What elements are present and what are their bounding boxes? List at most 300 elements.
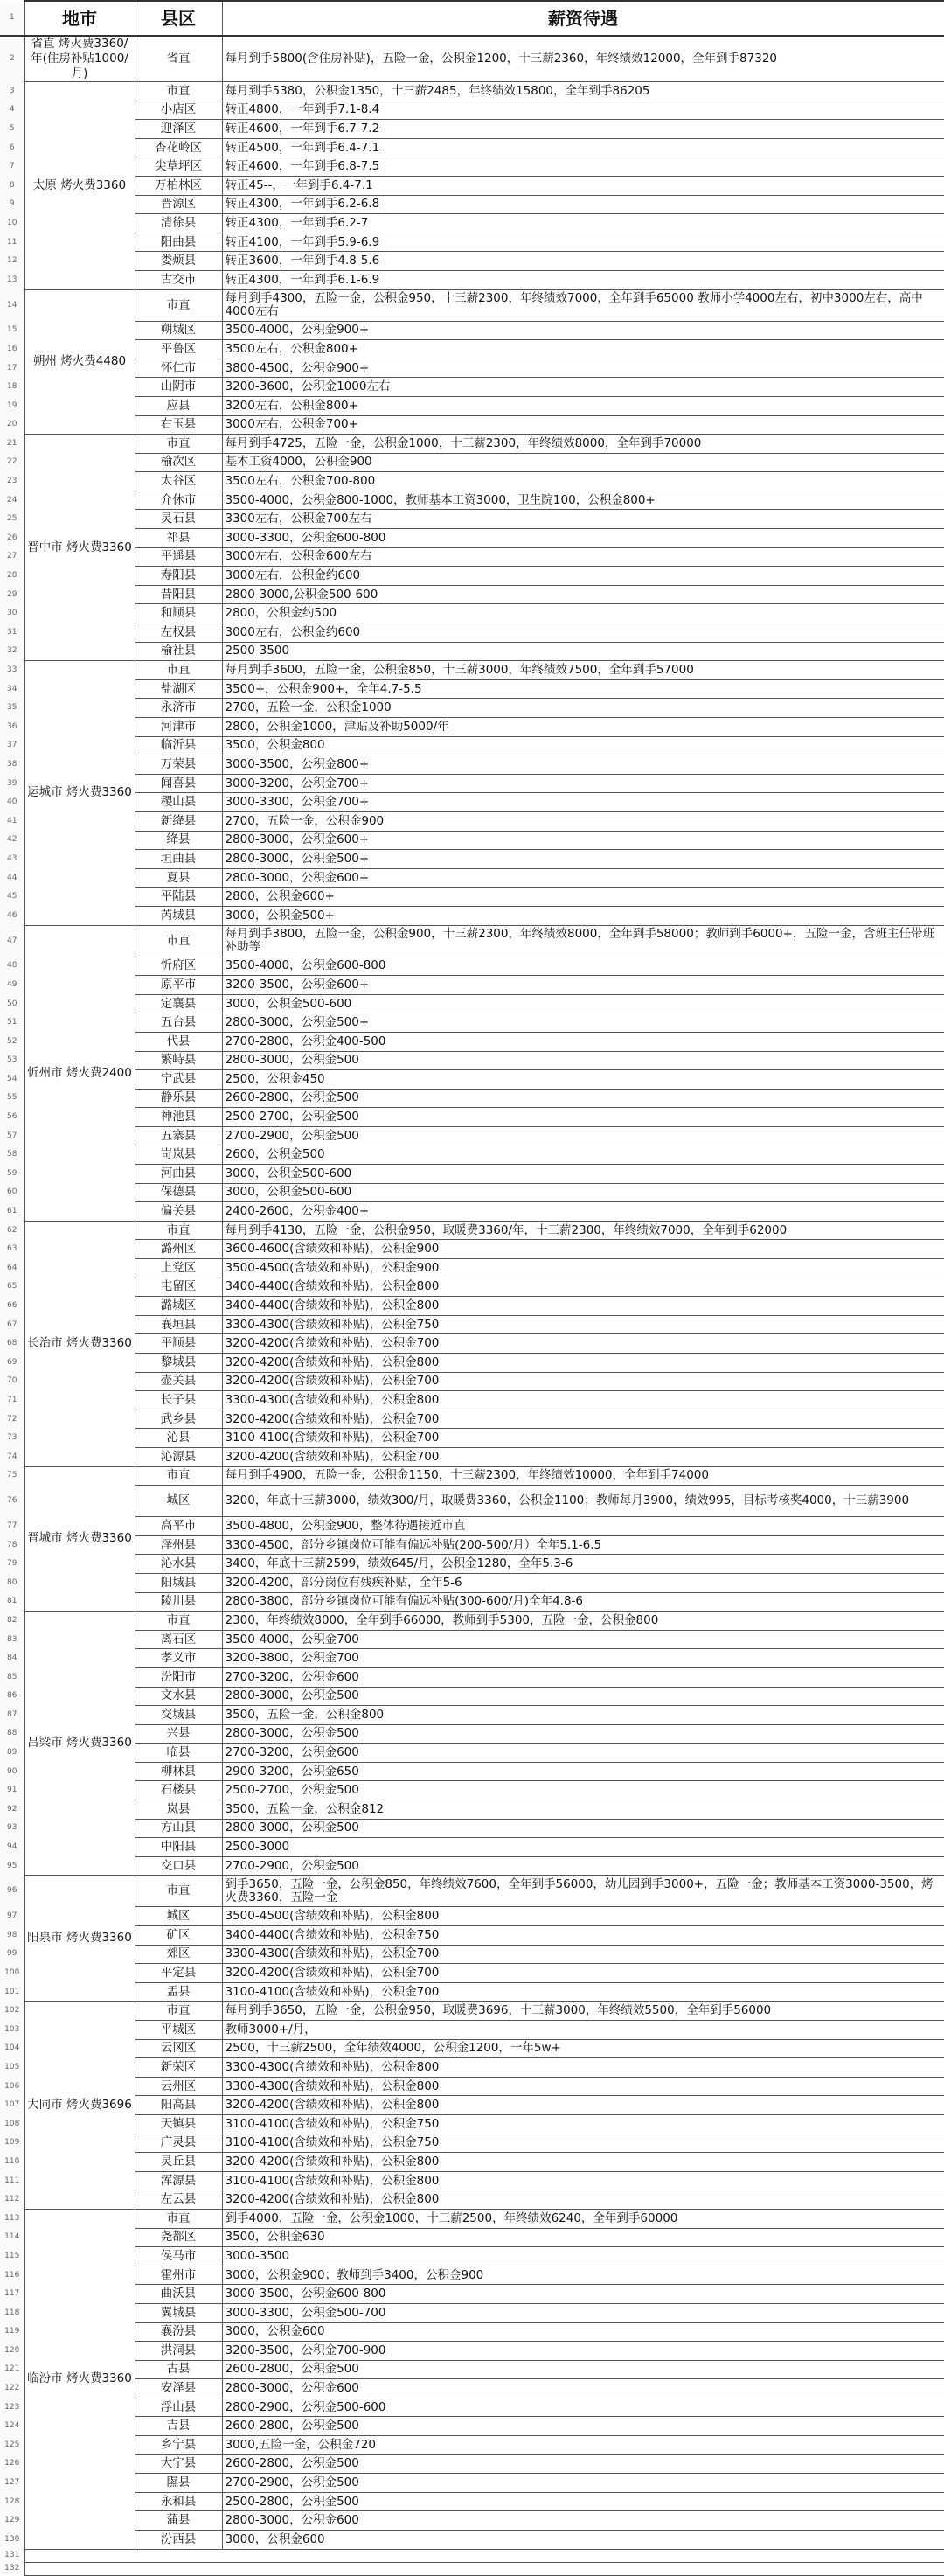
county-cell: 祁县 — [135, 529, 222, 548]
row-number: 7 — [0, 157, 24, 177]
row-number: 27 — [0, 547, 24, 567]
salary-cell: 2500-3000 — [222, 1838, 944, 1857]
county-cell: 汾西县 — [135, 2531, 222, 2550]
county-cell: 平定县 — [135, 1964, 222, 1983]
row-number: 60 — [0, 1183, 24, 1202]
table-row — [0, 1819, 944, 1838]
county-cell: 怀仁市 — [135, 359, 222, 378]
county-cell: 临县 — [135, 1744, 222, 1763]
table-row — [0, 888, 944, 907]
county-cell: 新绛县 — [135, 811, 222, 831]
salary-cell: 2300，年终绩效8000，全年到手66000，教师到手5300，五险一金，公积金800 — [222, 1612, 944, 1631]
row-number: 67 — [0, 1315, 24, 1334]
table-row — [0, 1051, 944, 1070]
salary-cell: 2500，公积金450 — [222, 1070, 944, 1090]
salary-cell: 3000，公积金500-600 — [222, 1165, 944, 1184]
row-number: 20 — [0, 415, 24, 435]
salary-cell: 每月到手4300，五险一金，公积金950，十三薪2300，年终绩效7000，全年到手65000 教师小学4000左右，初中3000左右，高中4000左右 — [222, 289, 944, 321]
table-row — [0, 1926, 944, 1946]
table-row — [0, 604, 944, 623]
county-cell: 忻府区 — [135, 957, 222, 976]
county-cell: 蒲县 — [135, 2511, 222, 2531]
city-cell: 临汾市 烤火费3360 — [24, 2209, 135, 2549]
row-number: 120 — [0, 2342, 24, 2361]
row-number: 22 — [0, 453, 24, 472]
row-number: 10 — [0, 214, 24, 233]
county-cell: 大宁县 — [135, 2454, 222, 2474]
empty-cell — [24, 2549, 135, 2562]
city-cell: 阳泉市 烤火费3360 — [24, 1876, 135, 2002]
table-row — [0, 1278, 944, 1297]
salary-cell: 3500左右，公积金800+ — [222, 340, 944, 359]
table-row — [0, 120, 944, 139]
county-cell: 市直 — [135, 661, 222, 680]
salary-cell: 3100-4100(含绩效和补贴)，公积金700 — [222, 1982, 944, 2002]
empty-cell — [135, 2549, 222, 2562]
table-row — [0, 1612, 944, 1631]
table-row — [0, 1744, 944, 1763]
county-cell: 左权县 — [135, 623, 222, 643]
county-cell: 城区 — [135, 1486, 222, 1517]
salary-cell: 3000，公积金600 — [222, 2322, 944, 2342]
row-number: 14 — [0, 289, 24, 321]
row-number: 46 — [0, 906, 24, 925]
row-number: 129 — [0, 2511, 24, 2531]
table-row — [0, 1964, 944, 1983]
salary-cell: 3200-4200(含绩效和补贴)，公积金800 — [222, 2153, 944, 2172]
county-cell: 市直 — [135, 2002, 222, 2021]
header-city: 地市 — [24, 1, 135, 36]
table-row — [0, 1315, 944, 1334]
table-row — [0, 2190, 944, 2210]
county-cell: 阳曲县 — [135, 233, 222, 252]
county-cell: 兴县 — [135, 1724, 222, 1744]
table-row — [0, 1800, 944, 1820]
table-row — [0, 2436, 944, 2455]
table-row — [0, 850, 944, 869]
row-number: 43 — [0, 850, 24, 869]
table-row — [0, 1126, 944, 1145]
row-number: 65 — [0, 1278, 24, 1297]
salary-cell: 2800-3000,公积金500-600 — [222, 585, 944, 604]
salary-cell: 3500-4000，公积金700 — [222, 1630, 944, 1649]
table-row — [0, 1013, 944, 1033]
county-cell: 沁水县 — [135, 1555, 222, 1574]
county-cell: 应县 — [135, 396, 222, 415]
salary-cell: 3500+，公积金900+，全年4.7-5.5 — [222, 679, 944, 699]
row-number: 85 — [0, 1667, 24, 1687]
row-number: 12 — [0, 252, 24, 271]
county-cell: 侯马市 — [135, 2247, 222, 2266]
salary-cell: 2900-3200，公积金650 — [222, 1762, 944, 1781]
table-row — [0, 2114, 944, 2134]
salary-cell: 2800，公积金600+ — [222, 888, 944, 907]
salary-cell: 3500-4000，公积金900+ — [222, 321, 944, 340]
county-cell: 交口县 — [135, 1856, 222, 1876]
county-cell: 平陆县 — [135, 888, 222, 907]
row-number: 118 — [0, 2303, 24, 2322]
county-cell: 襄汾县 — [135, 2322, 222, 2342]
table-row — [0, 1032, 944, 1051]
county-cell: 离石区 — [135, 1630, 222, 1649]
salary-cell: 转正45--，一年到手6.4-7.1 — [222, 176, 944, 195]
table-row — [0, 233, 944, 252]
table-row — [0, 1070, 944, 1090]
salary-cell: 3500，公积金800 — [222, 736, 944, 755]
county-cell: 右玉县 — [135, 415, 222, 435]
table-row — [0, 1649, 944, 1668]
county-cell: 省直 — [135, 36, 222, 82]
row-number: 90 — [0, 1762, 24, 1781]
row-number: 59 — [0, 1165, 24, 1184]
county-cell: 晋源区 — [135, 195, 222, 214]
salary-cell: 3200-4200(含绩效和补贴)，公积金700 — [222, 1447, 944, 1466]
salary-cell: 2800-3000，公积金500 — [222, 1687, 944, 1706]
row-number: 42 — [0, 831, 24, 850]
county-cell: 浮山县 — [135, 2398, 222, 2417]
table-row — [0, 1372, 944, 1391]
row-number: 1 — [0, 1, 24, 36]
row-number: 114 — [0, 2228, 24, 2247]
county-cell: 交城县 — [135, 1706, 222, 1725]
table-row — [0, 359, 944, 378]
row-number: 54 — [0, 1070, 24, 1090]
table-row — [0, 195, 944, 214]
empty-cell — [222, 2562, 944, 2575]
row-number: 53 — [0, 1051, 24, 1070]
county-cell: 市直 — [135, 1876, 222, 1907]
salary-cell: 3200-4200(含绩效和补贴)，公积金700 — [222, 1334, 944, 1354]
county-cell: 迎泽区 — [135, 120, 222, 139]
county-cell: 杏花岭区 — [135, 138, 222, 157]
salary-cell: 2400-2600，公积金400+ — [222, 1202, 944, 1222]
table-row — [0, 2096, 944, 2115]
county-cell: 五台县 — [135, 1013, 222, 1033]
row-number: 72 — [0, 1410, 24, 1429]
row-number: 2 — [0, 36, 24, 82]
table-row — [0, 529, 944, 548]
empty-cell — [24, 2562, 135, 2575]
row-number: 68 — [0, 1334, 24, 1354]
table-row — [0, 2303, 944, 2322]
table-row — [0, 2322, 944, 2342]
table-row — [0, 2002, 944, 2021]
row-number: 56 — [0, 1108, 24, 1127]
table-row — [0, 1630, 944, 1649]
row-number: 119 — [0, 2322, 24, 2342]
salary-cell: 3200-4200，部分岗位有残疾补贴，全年5-6 — [222, 1573, 944, 1592]
county-cell: 壶关县 — [135, 1372, 222, 1391]
city-cell: 省直 烤火费3360/年(住房补贴1000/月) — [24, 36, 135, 82]
row-number: 33 — [0, 661, 24, 680]
table-row — [0, 2209, 944, 2228]
table-row — [0, 1466, 944, 1486]
county-cell: 万荣县 — [135, 755, 222, 775]
row-number: 81 — [0, 1592, 24, 1612]
row-number: 94 — [0, 1838, 24, 1857]
row-number: 62 — [0, 1221, 24, 1240]
row-number: 87 — [0, 1706, 24, 1725]
salary-cell: 3300-4300(含绩效和补贴)，公积金700 — [222, 1945, 944, 1964]
row-number: 5 — [0, 120, 24, 139]
salary-cell: 2800-3800，部分乡镇岗位可能有偏远补贴(300-600/月)全年4.8-6 — [222, 1592, 944, 1612]
table-row — [0, 2039, 944, 2058]
county-cell: 洪洞县 — [135, 2342, 222, 2361]
salary-cell: 3800-4500，公积金900+ — [222, 359, 944, 378]
county-cell: 绛县 — [135, 831, 222, 850]
table-row — [0, 2511, 944, 2531]
city-cell: 吕梁市 烤火费3360 — [24, 1612, 135, 1876]
table-row — [0, 1202, 944, 1222]
table-row — [0, 718, 944, 737]
salary-cell: 3300-4500，部分乡镇岗位可能有偏远补贴(200-500/月）全年5.1-6.5 — [222, 1535, 944, 1555]
salary-cell: 3500，公积金630 — [222, 2228, 944, 2247]
row-number: 77 — [0, 1517, 24, 1536]
county-cell: 灵石县 — [135, 510, 222, 529]
county-cell: 石楼县 — [135, 1781, 222, 1800]
salary-cell: 2800，公积金1000，津贴及补助5000/年 — [222, 718, 944, 737]
salary-cell: 3500，五险一金，公积金800 — [222, 1706, 944, 1725]
row-number: 24 — [0, 491, 24, 510]
county-cell: 云州区 — [135, 2077, 222, 2096]
salary-cell: 2800-2900，公积金500-600 — [222, 2398, 944, 2417]
table-row — [0, 2492, 944, 2511]
row-number: 110 — [0, 2153, 24, 2172]
county-cell: 榆次区 — [135, 453, 222, 472]
row-number: 122 — [0, 2379, 24, 2398]
salary-cell: 2500-2800，公积金500 — [222, 2492, 944, 2511]
row-number: 124 — [0, 2417, 24, 2436]
county-cell: 曲沃县 — [135, 2285, 222, 2304]
row-number: 121 — [0, 2360, 24, 2379]
county-cell: 吉县 — [135, 2417, 222, 2436]
table-row — [0, 774, 944, 793]
county-cell: 保德县 — [135, 1183, 222, 1202]
salary-cell: 3000，公积金900；教师到手3400，公积金900 — [222, 2266, 944, 2285]
salary-cell: 3000左右，公积金约600 — [222, 623, 944, 643]
table-row — [0, 510, 944, 529]
salary-cell: 2800，公积金约500 — [222, 604, 944, 623]
county-cell: 太谷区 — [135, 472, 222, 491]
city-cell: 长治市 烤火费3360 — [24, 1221, 135, 1466]
salary-cell: 转正4800，一年到手7.1-8.4 — [222, 101, 944, 120]
salary-cell: 2500-3500 — [222, 642, 944, 661]
salary-cell: 每月到手5800(含住房补贴)，五险一金，公积金1200，十三薪2360，年终绩效12000，全年到手87320 — [222, 36, 944, 82]
empty-row — [0, 2562, 944, 2575]
table-row — [0, 2454, 944, 2474]
salary-cell: 3000-3300，公积金600-800 — [222, 529, 944, 548]
salary-cell: 2700-2900，公积金500 — [222, 2474, 944, 2493]
county-cell: 沁源县 — [135, 1447, 222, 1466]
salary-cell: 2700-2900，公积金500 — [222, 1856, 944, 1876]
row-number: 66 — [0, 1297, 24, 1316]
row-number: 8 — [0, 176, 24, 195]
county-cell: 偏关县 — [135, 1202, 222, 1222]
county-cell: 汾阳市 — [135, 1667, 222, 1687]
table-row — [0, 547, 944, 567]
row-number: 130 — [0, 2531, 24, 2550]
county-cell: 天镇县 — [135, 2114, 222, 2134]
table-row — [0, 2398, 944, 2417]
county-cell: 市直 — [135, 1466, 222, 1486]
table-row — [0, 1297, 944, 1316]
salary-cell: 每月到手4725，五险一金，公积金1000，十三薪2300，年终绩效8000，全年到手70000 — [222, 435, 944, 454]
salary-cell: 3200-4200(含绩效和补贴)，公积金700 — [222, 1410, 944, 1429]
county-cell: 隰县 — [135, 2474, 222, 2493]
county-cell: 长子县 — [135, 1391, 222, 1410]
header-salary: 薪资待遇 — [222, 1, 944, 36]
table-row — [0, 755, 944, 775]
table-row — [0, 101, 944, 120]
table-row — [0, 699, 944, 718]
county-cell: 介休市 — [135, 491, 222, 510]
empty-cell — [222, 2549, 944, 2562]
salary-cell: 3000-3300，公积金700+ — [222, 793, 944, 812]
county-cell: 安泽县 — [135, 2379, 222, 2398]
salary-cell: 每月到手4130，五险一金，公积金950，取暖费3360/年，十三薪2300，年终绩效7000，全年到手62000 — [222, 1221, 944, 1240]
table-row — [0, 82, 944, 101]
county-cell: 定襄县 — [135, 994, 222, 1013]
row-number: 76 — [0, 1486, 24, 1517]
county-cell: 古县 — [135, 2360, 222, 2379]
county-cell: 柳林县 — [135, 1762, 222, 1781]
row-number: 79 — [0, 1555, 24, 1574]
county-cell: 平遥县 — [135, 547, 222, 567]
salary-cell: 转正4600，一年到手6.7-7.2 — [222, 120, 944, 139]
row-number: 86 — [0, 1687, 24, 1706]
table-row — [0, 2021, 944, 2040]
table-row — [0, 957, 944, 976]
table-row — [0, 925, 944, 957]
city-cell: 大同市 烤火费3696 — [24, 2002, 135, 2210]
row-number: 106 — [0, 2077, 24, 2096]
salary-cell: 2600-2800，公积金500 — [222, 2454, 944, 2474]
table-row — [0, 176, 944, 195]
empty-cell — [135, 2562, 222, 2575]
county-cell: 浑源县 — [135, 2171, 222, 2190]
row-number: 126 — [0, 2454, 24, 2474]
county-cell: 河曲县 — [135, 1165, 222, 1184]
table-row — [0, 2247, 944, 2266]
county-cell: 平鲁区 — [135, 340, 222, 359]
row-number: 51 — [0, 1013, 24, 1033]
salary-cell: 3500-4000，公积金800-1000，教师基本工资3000，卫生院100，公积金800+ — [222, 491, 944, 510]
county-cell: 矿区 — [135, 1926, 222, 1946]
salary-cell: 3500-4500(含绩效和补贴)，公积金800 — [222, 1907, 944, 1926]
table-row — [0, 868, 944, 888]
row-number: 83 — [0, 1630, 24, 1649]
table-row — [0, 415, 944, 435]
city-cell: 晋中市 烤火费3360 — [24, 435, 135, 661]
row-number: 131 — [0, 2549, 24, 2562]
salary-cell: 每月到手5380，公积金1350，十三薪2485，年终绩效15800，全年到手86205 — [222, 82, 944, 101]
table-row — [0, 661, 944, 680]
salary-cell: 3000-3500 — [222, 2247, 944, 2266]
header-county: 县区 — [135, 1, 222, 36]
salary-cell: 2800-3000，公积金600+ — [222, 868, 944, 888]
row-number: 3 — [0, 82, 24, 101]
row-number: 57 — [0, 1126, 24, 1145]
salary-cell: 3000-3500，公积金600-800 — [222, 2285, 944, 2304]
table-row — [0, 138, 944, 157]
row-number: 6 — [0, 138, 24, 157]
county-cell: 陵川县 — [135, 1592, 222, 1612]
county-cell: 高平市 — [135, 1517, 222, 1536]
county-cell: 尧都区 — [135, 2228, 222, 2247]
salary-cell: 3200左右，公积金800+ — [222, 396, 944, 415]
table-row — [0, 2531, 944, 2550]
salary-cell: 2800-3000，公积金600 — [222, 2379, 944, 2398]
row-number: 73 — [0, 1429, 24, 1448]
salary-cell: 3400-4400(含绩效和补贴)，公积金800 — [222, 1297, 944, 1316]
table-row — [0, 1334, 944, 1354]
salary-cell: 3000，公积金500+ — [222, 906, 944, 925]
row-number: 16 — [0, 340, 24, 359]
salary-cell: 转正4600，一年到手6.8-7.5 — [222, 157, 944, 177]
salary-cell: 每月到手3650，五险一金，公积金950，取暖费3696，十三薪3000，年终绩效5500，全年到手56000 — [222, 2002, 944, 2021]
row-number: 103 — [0, 2021, 24, 2040]
row-number: 9 — [0, 195, 24, 214]
salary-cell: 转正4100，一年到手5.9-6.9 — [222, 233, 944, 252]
table-row — [0, 1354, 944, 1373]
city-cell: 太原 烤火费3360 — [24, 82, 135, 290]
row-number: 38 — [0, 755, 24, 775]
salary-cell: 3200-4200(含绩效和补贴)，公积金700 — [222, 1964, 944, 1983]
row-number: 18 — [0, 378, 24, 397]
salary-cell: 2700，五险一金，公积金1000 — [222, 699, 944, 718]
row-number: 88 — [0, 1724, 24, 1744]
table-row — [0, 321, 944, 340]
table-row — [0, 157, 944, 177]
table-row — [0, 1592, 944, 1612]
county-cell: 上党区 — [135, 1259, 222, 1278]
row-number: 19 — [0, 396, 24, 415]
salary-cell: 到手3650，五险一金，公积金850，年终绩效7600，全年到手56000，幼儿园到手3000+，五险一金；教师基本工资3000-3500，烤火费3360，五险一金 — [222, 1876, 944, 1907]
row-number: 39 — [0, 774, 24, 793]
row-number: 11 — [0, 233, 24, 252]
salary-cell: 3400，年底十三薪2599，绩效645/月，公积金1280，全年5.3-6 — [222, 1555, 944, 1574]
row-number: 25 — [0, 510, 24, 529]
row-number: 91 — [0, 1781, 24, 1800]
salary-cell: 2800-3000，公积金600+ — [222, 831, 944, 850]
table-row — [0, 453, 944, 472]
salary-cell: 3200-4200(含绩效和补贴)，公积金700 — [222, 1372, 944, 1391]
row-number: 80 — [0, 1573, 24, 1592]
row-number: 82 — [0, 1612, 24, 1631]
row-number: 29 — [0, 585, 24, 604]
salary-cell: 3200-3600，公积金1000左右 — [222, 378, 944, 397]
row-number: 95 — [0, 1856, 24, 1876]
salary-cell: 2700-2800，公积金400-500 — [222, 1032, 944, 1051]
county-cell: 寿阳县 — [135, 567, 222, 586]
county-cell: 万柏林区 — [135, 176, 222, 195]
table-row — [0, 378, 944, 397]
county-cell: 盂县 — [135, 1982, 222, 2002]
row-number: 127 — [0, 2474, 24, 2493]
salary-cell: 3500左右，公积金700-800 — [222, 472, 944, 491]
county-cell: 市直 — [135, 1612, 222, 1631]
salary-cell: 3300左右，公积金700左右 — [222, 510, 944, 529]
county-cell: 黎城县 — [135, 1354, 222, 1373]
row-number: 96 — [0, 1876, 24, 1907]
row-number: 17 — [0, 359, 24, 378]
salary-cell: 转正4300，一年到手6.2-7 — [222, 214, 944, 233]
salary-cell: 3500-4800，公积金900，整体待遇接近市直 — [222, 1517, 944, 1536]
row-number: 92 — [0, 1800, 24, 1820]
table-row — [0, 1447, 944, 1466]
salary-cell: 3000-3300，公积金500-700 — [222, 2303, 944, 2322]
county-cell: 平城区 — [135, 2021, 222, 2040]
